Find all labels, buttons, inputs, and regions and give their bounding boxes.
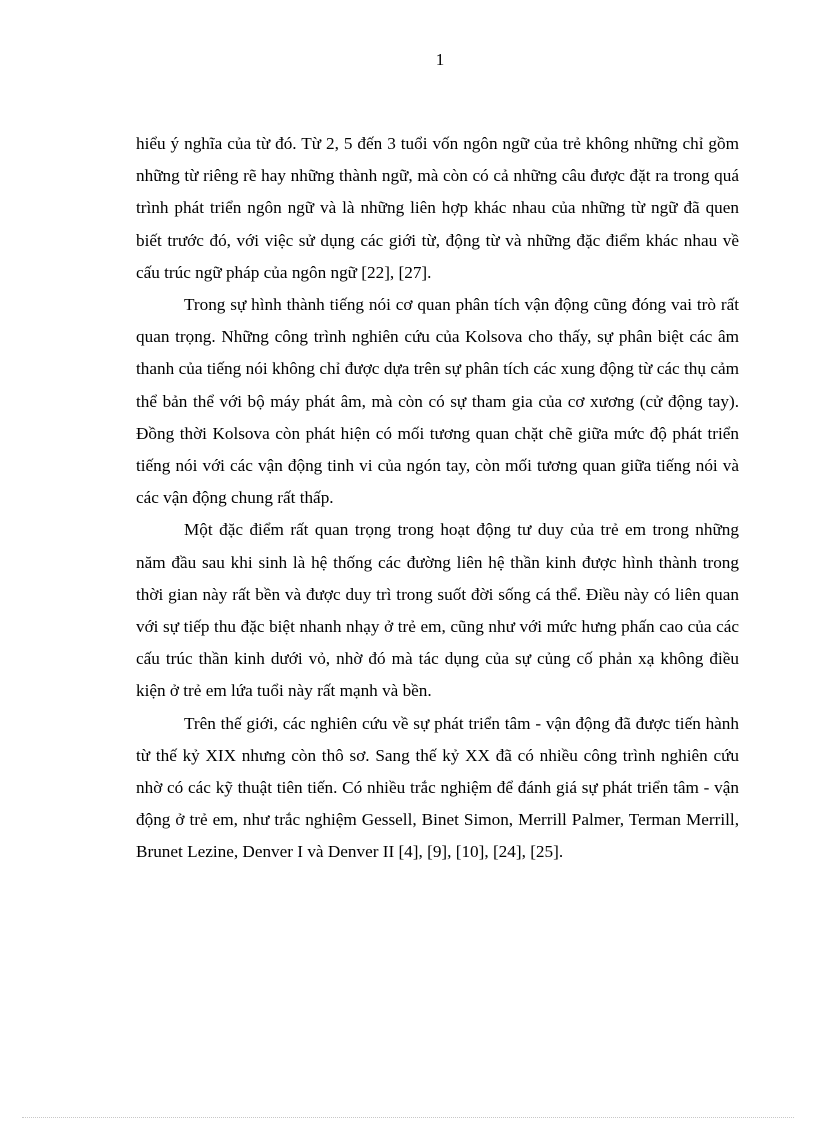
paragraph-world-research: Trên thế giới, các nghiên cứu về sự phát triển tâm - vận động đã được tiến hành từ thế kỷ XIX nhưng còn thô sơ. Sang thế kỷ XX đã có nhiều công trình nghiên cứu nhờ có các kỹ thuật tiên tiến. Có nhiều trắc nghiệm để đánh giá sự phát triển tâm - vận động ở trẻ em, như trắc nghiệm Gessell, Binet Simon, Merrill Palmer, Terman Merrill, Brunet Lezine, Denver I và Denver II [4], [9], [10], [24], [25]. (136, 713, 739, 862)
paragraph-neural-connections: Một đặc điểm rất quan trọng trong hoạt động tư duy của trẻ em trong những năm đầu sau khi sinh là hệ thống các đường liên hệ thần kinh được hình thành trong thời gian này rất bền và được duy trì trong suốt đời sống cá thể. Điều này có liên quan với sự tiếp thu đặc biệt nhanh nhạy ở trẻ em, cũng như với mức hưng phấn cao của các cấu trúc thần kinh dưới vỏ, nhờ đó mà tác dụng của sự củng cố phản xạ không điều kiện ở trẻ em lứa tuổi này rất mạnh và bền. (136, 520, 739, 701)
page-number: 1 (435, 50, 445, 69)
page-bottom-divider (22, 1117, 794, 1118)
paragraph-continuation: hiểu ý nghĩa của từ đó. Từ 2, 5 đến 3 tuổi vốn ngôn ngữ của trẻ không những chỉ gồm những từ riêng rẽ hay những thành ngữ, mà còn có cả những câu được đặt ra trong quá trình phát triển ngôn ngữ và là những liên hợp khác nhau của những từ ngữ đã quen biết trước đó, với việc sử dụng các giới từ, động từ và những đặc điểm khác nhau về cấu trúc ngữ pháp của ngôn ngữ [22], [27]. (136, 134, 739, 282)
paragraph-motor-analysis: Trong sự hình thành tiếng nói cơ quan phân tích vận động cũng đóng vai trò rất quan trọng. Những công trình nghiên cứu của Kolsova cho thấy, sự phân biệt các âm thanh của tiếng nói không chỉ được dựa trên sự phân tích các xung động từ các thụ cảm thể bản thể với bộ máy phát âm, mà còn có sự tham gia của cơ xương (cử động tay). Đồng thời Kolsova còn phát hiện có mối tương quan chặt chẽ giữa mức độ phát triển tiếng nói với các vận động tinh vi của ngón tay, còn mối tương quan giữa tiếng nói và các vận động chung rất thấp. (136, 295, 739, 508)
document-body (136, 128, 739, 869)
